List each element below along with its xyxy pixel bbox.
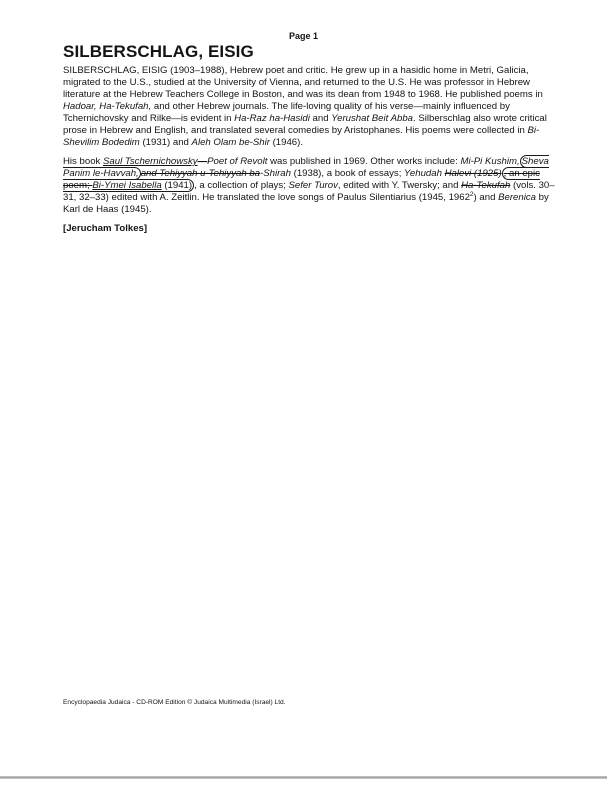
struck-text: Halevi (1925) xyxy=(444,168,502,179)
struck-text: , an epic poem; xyxy=(63,168,540,191)
work-title: Sefer Turov xyxy=(288,180,338,191)
work-title: Bi-Shevilim Bodedim xyxy=(63,125,540,148)
work-title: Yehudah xyxy=(404,168,442,179)
paragraph-biography xyxy=(63,65,563,149)
journal-names: Hadoar, Ha-Tekufah, xyxy=(63,101,152,112)
article-title: SILBERSCHLAG, EISIG xyxy=(63,42,254,61)
work-title: Berenica xyxy=(498,192,536,203)
underlined-work-title: Bi-Ymei Isabella xyxy=(92,180,162,191)
footer-copyright: Encyclopaedia Judaica - CD-ROM Edition © Judaica Multimedia (Israel) Ltd. xyxy=(63,699,286,706)
paragraph-works xyxy=(63,156,563,216)
text-span: (vols. 30–31, 32–33) edited with A. Zeitlin. He translated the love songs of Paulus Silentiarius (1945, 1962 xyxy=(63,180,555,203)
text-span: . Silberschlag also wrote critical prose in Hebrew and English, and translated several comedies by Aristophanes. His poems were collected in xyxy=(63,113,547,136)
underlined-work-title: Saul Tschernichowsky xyxy=(103,156,198,167)
author-signature: [Jerucham Tolkes] xyxy=(63,223,148,234)
text-span: and other Hebrew journals. The life-loving quality of his verse—mainly influenced by Tchernichovsky and Rilke—is evident in xyxy=(63,101,510,124)
work-title: Mi-Pi Kushim, xyxy=(460,156,520,167)
scan-edge-divider xyxy=(0,776,607,779)
work-title: Poet of Revolt xyxy=(207,156,268,167)
text-span: SILBERSCHLAG, EISIG (1903–1988), Hebrew poet and critic. He grew up in a hasidic home in Metri, Galicia, migrated to the U.S., studied at the University of Vienna, and returned to the U.S. He was professor in Hebrew literature at the Hebrew Teachers College in Boston, and was its dean from 1948 to 1968. He published poems in xyxy=(63,65,543,100)
work-title: Yerushat Beit Abba xyxy=(331,113,414,124)
text-span: , a collection of plays; xyxy=(194,180,289,191)
text-span: (1931) and xyxy=(139,137,192,148)
struck-text: Ha-Tekufah xyxy=(461,180,511,191)
work-title: Ha-Raz ha-Hasidi xyxy=(234,113,310,124)
text-span: , edited with Y. Twersky; and xyxy=(337,180,462,191)
text-span: ) and xyxy=(473,192,499,203)
page-number: Page 1 xyxy=(288,31,319,41)
work-title: Aleh Olam be-Shir xyxy=(191,137,270,148)
text-span: by Karl de Haas (1945). xyxy=(63,192,549,215)
text-span: (1938), a book of essays; xyxy=(290,168,405,179)
text-span: (1941) xyxy=(161,180,193,191)
struck-text: and Tehiyyah u-Tehiyyah ba xyxy=(140,168,261,179)
circled-work-title: Sheva Panim le-Havvah, xyxy=(63,156,549,179)
struck-text: — xyxy=(197,156,208,167)
text-span: and xyxy=(309,113,332,124)
superscript: 2 xyxy=(469,190,474,198)
text-span: His book xyxy=(63,156,103,167)
text-span: was published in 1969. Other works include: xyxy=(267,156,461,167)
article-body xyxy=(63,42,563,234)
text-span: (1946). xyxy=(269,137,304,148)
work-title: -Shirah xyxy=(260,168,291,179)
